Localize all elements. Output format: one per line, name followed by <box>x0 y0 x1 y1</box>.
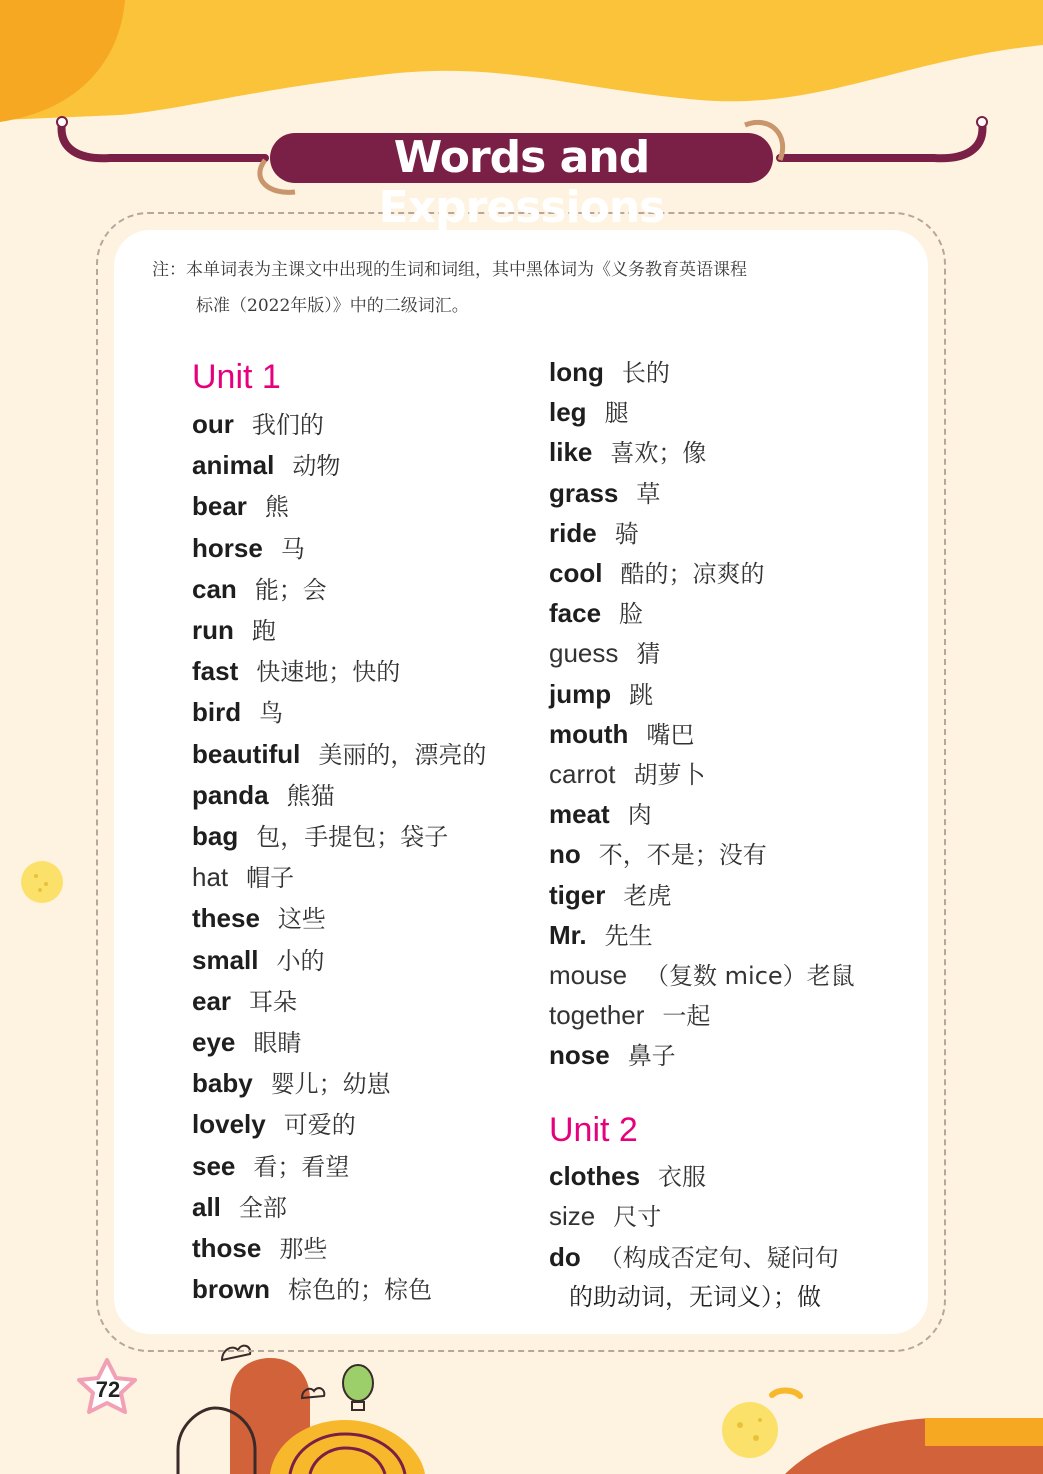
vocab-meaning: 看；看望 <box>253 1152 350 1181</box>
vocab-meaning: 长的 <box>621 359 670 387</box>
vocab-entry <box>549 634 929 674</box>
vocab-word: guess <box>549 638 619 669</box>
vocab-meaning: 小的 <box>276 946 325 975</box>
vocab-meaning: 可爱的 <box>283 1111 356 1140</box>
vocab-word: see <box>192 1150 236 1181</box>
vocab-entry <box>549 353 929 393</box>
vocab-word: small <box>192 944 259 975</box>
vocab-meaning: 婴儿；幼崽 <box>270 1070 391 1099</box>
vocab-entry <box>192 1104 532 1145</box>
vocab-meaning: 腿 <box>604 399 629 428</box>
word-list <box>549 353 929 1077</box>
vocab-word: cool <box>549 558 603 589</box>
vocab-word: panda <box>192 779 269 810</box>
word-list <box>549 1157 929 1318</box>
vocab-word: clothes <box>549 1160 641 1191</box>
vocab-entry <box>192 734 532 775</box>
vocab-meaning: （复数 mice）老鼠 <box>645 962 855 991</box>
vocab-entry <box>192 1146 532 1187</box>
vocab-word: horse <box>192 532 263 563</box>
vocab-entry <box>192 775 532 816</box>
vocab-entry <box>192 404 532 445</box>
vocab-word: bear <box>192 491 247 522</box>
vocab-word: do <box>549 1241 581 1272</box>
vocab-meaning: 快速地；快的 <box>256 658 401 687</box>
vocab-entry <box>192 940 532 981</box>
vocab-meaning: 眼睛 <box>253 1029 302 1058</box>
vocab-entry <box>549 795 929 835</box>
vocab-word: Mr. <box>549 919 587 950</box>
word-list <box>192 404 532 1310</box>
vocab-word: bag <box>192 821 239 852</box>
note-line-1: 注：本单词表为主课文中出现的生词和词组，其中黑体词为《义务教育英语课程 <box>152 260 747 280</box>
vocab-entry <box>549 996 929 1036</box>
vocab-meaning: （构成否定句、疑问句 <box>598 1243 839 1272</box>
vocab-entry <box>192 1187 532 1228</box>
vocab-meaning: 衣服 <box>658 1162 707 1191</box>
vocab-word: those <box>192 1233 262 1264</box>
vocab-entry <box>549 916 929 956</box>
vocab-word: all <box>192 1191 221 1222</box>
vocab-entry <box>192 1063 532 1104</box>
vocab-entry <box>549 433 929 473</box>
vocab-meaning: 那些 <box>279 1235 328 1264</box>
right-column <box>549 353 929 1318</box>
vocab-meaning: 胡萝卜 <box>633 761 706 790</box>
vocab-word: beautiful <box>192 738 301 769</box>
unit-title: Unit 2 <box>549 1110 638 1149</box>
vocab-word: bird <box>192 697 242 728</box>
vocab-meaning: 嘴巴 <box>646 720 695 749</box>
vocab-word: like <box>549 437 593 468</box>
vocab-meaning: 鸟 <box>259 699 284 728</box>
vocab-entry <box>192 651 532 692</box>
vocab-meaning: 鼻子 <box>627 1042 676 1071</box>
vocab-word: our <box>192 409 234 439</box>
vocab-word: jump <box>549 678 612 709</box>
vocab-word: meat <box>549 799 610 830</box>
vocab-entry <box>192 981 532 1022</box>
vocab-word: run <box>192 615 234 646</box>
vocab-word: fast <box>192 656 239 687</box>
vocab-word: brown <box>192 1274 270 1305</box>
vocab-meaning: 先生 <box>604 921 653 950</box>
vocab-word: together <box>549 1000 645 1031</box>
vocab-meaning: 熊猫 <box>286 781 335 810</box>
note-line-2: 标准（2022年版）》中的二级词汇。 <box>196 296 469 316</box>
vocab-word: ride <box>549 517 597 548</box>
vocab-entry <box>549 1036 929 1076</box>
vocab-meaning: 美丽的，漂亮的 <box>318 740 487 769</box>
vocab-entry <box>549 1238 929 1318</box>
vocab-entry <box>549 876 929 916</box>
vocab-entry <box>549 715 929 755</box>
vocab-meaning: 肉 <box>627 801 652 830</box>
vocab-meaning: 包，手提包；袋子 <box>256 823 449 852</box>
left-column <box>192 350 532 1310</box>
vocab-word: tiger <box>549 879 606 910</box>
vocab-word: leg <box>549 397 587 428</box>
vocab-word: mouth <box>549 718 629 749</box>
vocab-entry <box>549 393 929 433</box>
vocab-word: baby <box>192 1068 253 1099</box>
vocab-entry <box>549 1157 929 1198</box>
vocab-meaning: 草 <box>636 479 661 508</box>
vocab-entry <box>549 755 929 795</box>
vocab-entry <box>192 1269 532 1310</box>
vocab-meaning: 猜 <box>636 640 661 669</box>
page-number: 72 <box>95 1377 121 1402</box>
vocab-entry <box>192 898 532 939</box>
vocab-word: ear <box>192 985 232 1016</box>
vocab-entry <box>192 1022 532 1063</box>
vocab-word: no <box>549 839 581 870</box>
vocab-word: animal <box>192 450 275 481</box>
vocab-meaning: 不，不是；没有 <box>598 841 767 870</box>
vocab-entry <box>192 445 532 486</box>
vocab-entry <box>192 528 532 569</box>
vocab-meaning: 老虎 <box>623 881 672 910</box>
vocab-meaning: 耳朵 <box>249 987 298 1016</box>
vocab-meaning: 我们的 <box>251 411 324 439</box>
vocab-word: long <box>549 357 604 387</box>
vocab-entry <box>549 474 929 514</box>
vocab-meaning: 帽子 <box>246 864 295 893</box>
vocab-word: eye <box>192 1027 236 1058</box>
vocab-meaning: 跑 <box>251 617 276 646</box>
vocab-word: lovely <box>192 1109 266 1140</box>
vocab-word: nose <box>549 1040 610 1071</box>
vocab-entry <box>192 610 532 651</box>
vocab-meaning: 骑 <box>614 519 639 548</box>
vocab-entry <box>549 1197 929 1238</box>
vocab-word: carrot <box>549 759 616 790</box>
vocab-meaning: 跳 <box>629 680 654 709</box>
vocab-meaning: 一起 <box>662 1002 711 1031</box>
vocab-meaning: 脸 <box>619 600 644 629</box>
note <box>152 252 912 324</box>
vocab-word: mouse <box>549 960 628 991</box>
vocab-entry <box>549 554 929 594</box>
vocab-word: hat <box>192 862 229 893</box>
vocab-word: size <box>549 1201 596 1232</box>
vocab-entry <box>192 1228 532 1269</box>
vocab-word: can <box>192 573 237 604</box>
vocab-meaning: 这些 <box>277 905 326 934</box>
vocab-entry <box>192 816 532 857</box>
vocab-meaning: 全部 <box>238 1193 287 1222</box>
vocab-meaning: 马 <box>280 534 305 563</box>
vocab-meaning: 棕色的；棕色 <box>288 1276 432 1305</box>
vocab-entry <box>549 835 929 875</box>
vocab-entry <box>549 675 929 715</box>
vocab-word: grass <box>549 477 619 508</box>
vocab-entry <box>192 569 532 610</box>
vocab-entry <box>549 594 929 634</box>
vocab-word: face <box>549 598 602 629</box>
page-title: Words and Expressions <box>378 132 665 233</box>
vocab-meaning: 熊 <box>264 493 289 522</box>
vocab-entry <box>192 486 532 527</box>
vocab-meaning: 喜欢；像 <box>610 439 707 468</box>
vocab-meaning: 动物 <box>292 452 341 481</box>
vocab-meaning: 酷的；凉爽的 <box>620 560 765 589</box>
vocab-entry <box>549 514 929 554</box>
vocab-entry <box>192 857 532 898</box>
vocab-entry <box>192 692 532 733</box>
vocab-entry <box>549 956 929 996</box>
vocab-meaning: 能；会 <box>254 575 327 604</box>
unit-title: Unit 1 <box>192 358 281 396</box>
vocab-meaning: 尺寸 <box>613 1203 662 1232</box>
vocab-word: these <box>192 903 260 934</box>
vocab-meaning-continued: 的助动词，无词义）；做 <box>569 1283 821 1312</box>
